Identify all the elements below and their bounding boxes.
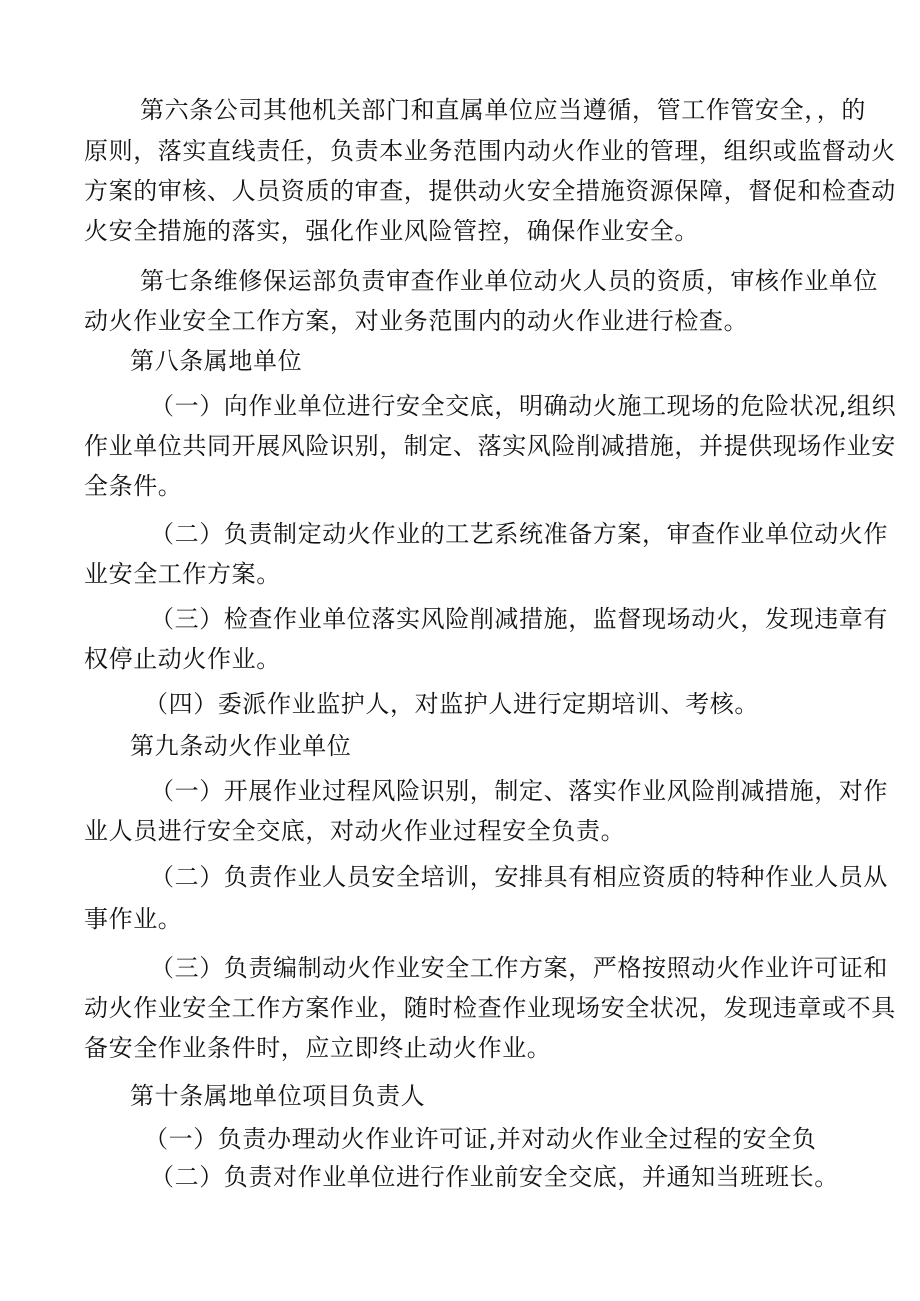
section-heading: 第九条动火作业单位 xyxy=(130,732,352,760)
section-heading: 第八条属地单位 xyxy=(130,347,303,375)
text-line: （二）负责制定动火作业的工艺系统准备方案，审查作业单位动火作 xyxy=(150,520,888,548)
text-line: 作业单位共同开展风险识别，制定、落实风险削减措施，并提供现场作业安 xyxy=(84,432,896,460)
text-line: 业人员进行安全交底，对动火作业过程安全负责。 xyxy=(84,817,626,845)
text-line: 动火作业安全工作方案作业，随时检查作业现场安全状况，发现违章或不具 xyxy=(84,994,896,1022)
text-line: 权停止动火作业。 xyxy=(84,645,281,673)
text-line: 火安全措施的落实，强化作业风险管控，确保作业安全。 xyxy=(84,217,699,245)
text-line: （一）向作业单位进行安全交底，明确动火施工现场的危险状况,组织 xyxy=(150,392,897,420)
text-line: 动火作业安全工作方案，对业务范围内的动火作业进行检查。 xyxy=(84,307,749,335)
text-line: （三）负责编制动火作业安全工作方案，严格按照动火作业许可证和 xyxy=(150,954,888,982)
text-line: （一）开展作业过程风险识别，制定、落实作业风险削减措施，对作 xyxy=(150,777,888,805)
text-line: 备安全作业条件时，应立即终止动火作业。 xyxy=(84,1034,552,1062)
text-line: 全条件。 xyxy=(84,472,183,500)
section-heading: 第十条属地单位项目负责人 xyxy=(130,1082,426,1110)
text-line: 业安全工作方案。 xyxy=(84,560,281,588)
text-line: （四）委派作业监护人，对监护人进行定期培训、考核。 xyxy=(144,690,759,718)
text-line: 方案的审核、人员资质的审查，提供动火安全措施资源保障，督促和检查动 xyxy=(84,177,896,205)
text-line: （三）检查作业单位落实风险削减措施，监督现场动火，发现违章有 xyxy=(150,605,888,633)
text-line: 原则，落实直线责任，负责本业务范围内动火作业的管理，组织或监督动火 xyxy=(84,137,896,165)
text-line: （二）负责对作业单位进行作业前安全交底，并通知当班班长。 xyxy=(150,1163,839,1191)
text-line: （一）负责办理动火作业许可证,并对动火作业全过程的安全负 xyxy=(144,1125,817,1153)
text-line: 事作业。 xyxy=(84,905,183,933)
text-line: 第六条公司其他机关部门和直属单位应当遵循，管工作管安全，，的 xyxy=(140,96,866,124)
text-line: （二）负责作业人员安全培训，安排具有相应资质的特种作业人员从 xyxy=(150,863,888,891)
text-line: 第七条维修保运部负责审查作业单位动火人员的资质，审核作业单位 xyxy=(140,267,878,295)
